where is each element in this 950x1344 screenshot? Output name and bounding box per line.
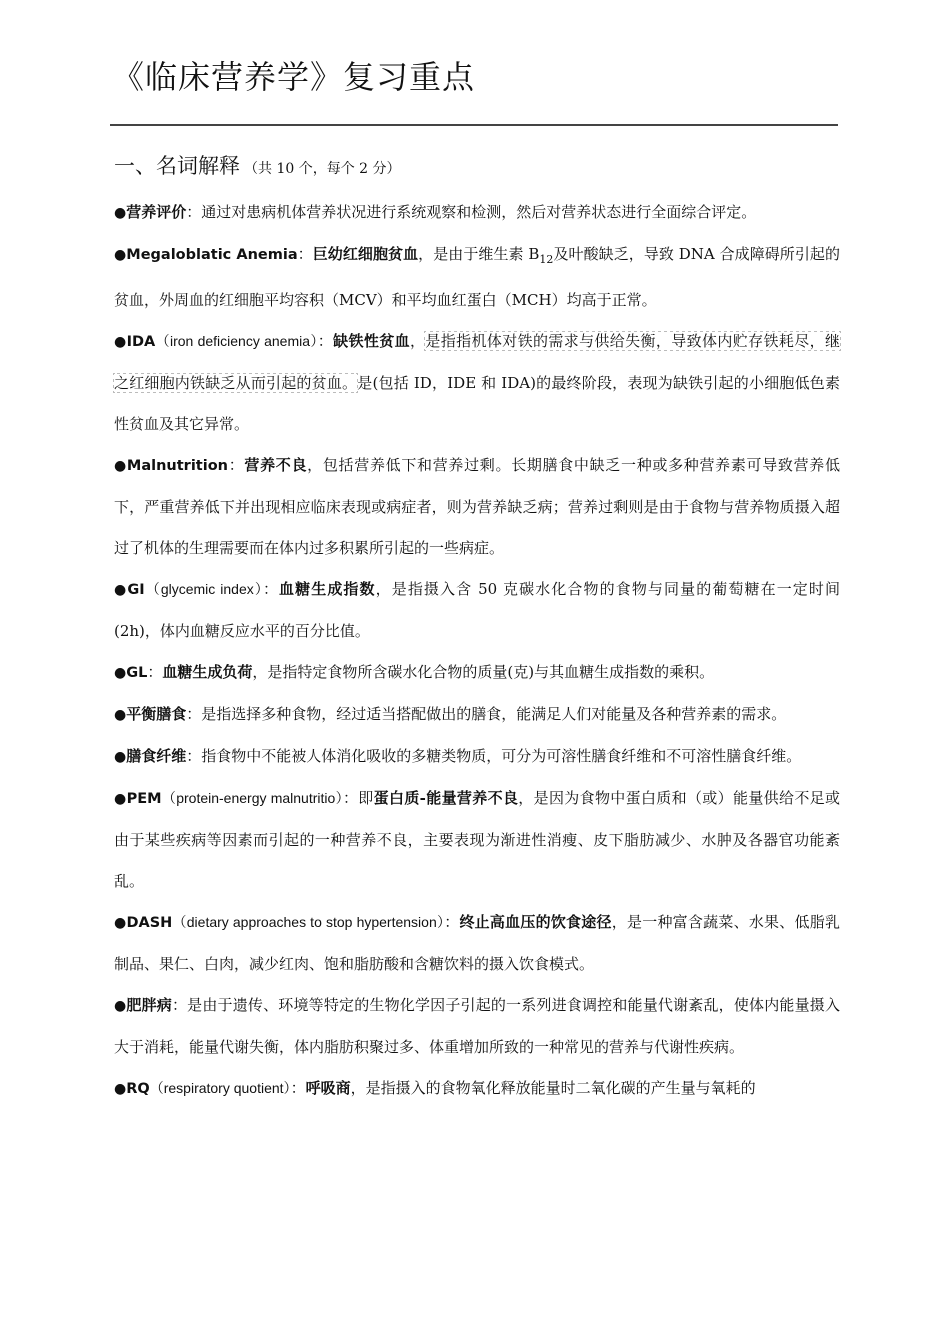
term: Megaloblatic Anemia bbox=[126, 247, 298, 263]
term: GL bbox=[126, 665, 148, 681]
subscript: 12 bbox=[539, 253, 554, 266]
definition-entry bbox=[114, 985, 840, 1068]
definition-text: ，是指摄入含 50 克碳水化合物的食物与同量的葡萄糖在一定时间(2h)，体内血糖反应水平的百分比值。 bbox=[114, 580, 840, 640]
definition-text: 是指选择多种食物，经过适当搭配做出的膳食，能满足人们对能量及各种营养素的需求。 bbox=[201, 705, 787, 723]
bullet-icon: ● bbox=[114, 205, 127, 221]
term: PEM bbox=[126, 791, 162, 807]
term-expansion: （glycemic index） bbox=[144, 581, 263, 597]
separator: ： bbox=[171, 996, 188, 1014]
chinese-term: 终止高血压的饮食途径 bbox=[459, 913, 612, 931]
separator: ： bbox=[317, 332, 334, 350]
definition-text: ，是一种富含蔬菜、水果、低脂乳制品、果仁、白肉，减少红肉、饱和脂肪酸和含糖饮料的摄入饮食模式。 bbox=[114, 913, 840, 973]
separator: ： bbox=[186, 747, 202, 765]
chinese-term: 蛋白质-能量营养不良 bbox=[373, 789, 519, 807]
separator: ： bbox=[444, 913, 460, 931]
definition-text: ，是由于维生素 B bbox=[418, 245, 540, 263]
bullet-icon: ● bbox=[114, 998, 127, 1014]
term: RQ bbox=[126, 1081, 150, 1097]
highlighted-text: 是指指机体对铁的需求与供给失衡，导致体内贮存铁耗尽，继之红细胞内铁缺乏从而引起的贫血。 bbox=[114, 332, 840, 392]
chinese-term: 血糖生成负荷 bbox=[162, 663, 253, 681]
separator: ： bbox=[186, 203, 202, 221]
term-expansion: （respiratory quotient） bbox=[149, 1080, 291, 1096]
term: DASH bbox=[126, 915, 173, 931]
document-title: 《临床营养学》复习重点 bbox=[112, 58, 476, 96]
separator: ： bbox=[228, 456, 245, 474]
separator: ： bbox=[147, 663, 163, 681]
chinese-term: 营养不良 bbox=[244, 456, 308, 474]
bullet-icon: ● bbox=[114, 458, 127, 474]
definition-entry bbox=[114, 778, 840, 902]
bullet-icon: ● bbox=[114, 749, 127, 765]
term: IDA bbox=[126, 334, 156, 350]
definition-text: ，是指摄入的食物氧化释放能量时二氧化碳的产生量与氧耗的 bbox=[350, 1079, 756, 1097]
chinese-term: 呼吸商 bbox=[305, 1079, 351, 1097]
definition-entry bbox=[114, 569, 840, 652]
term: 肥胖病 bbox=[126, 996, 172, 1014]
bullet-icon: ● bbox=[114, 665, 127, 681]
definition-entry bbox=[114, 902, 840, 985]
definition-text: ，是因为食物中蛋白质和（或）能量供给不足或由于某些疾病等因素而引起的一种营养不良，主要表现为渐进性消瘦、皮下脂肪减少、水肿及各器官功能紊乱。 bbox=[114, 789, 841, 890]
term-expansion: （protein-energy malnutritio） bbox=[161, 790, 343, 806]
title-divider bbox=[110, 124, 838, 126]
section-title: 一、名词解释 bbox=[114, 154, 240, 178]
definition-text: ，包括营养低下和营养过剩。长期膳食中缺乏一种或多种营养素可导致营养低下，严重营养低下并出现相应临床表现或病症者，则为营养缺乏病；营养过剩则是由于食物与营养物质摄入超过了机体的生理需要而在体内过多积累所引起的一些病症。 bbox=[114, 456, 840, 557]
definition-text: ，是指特定食物所含碳水化合物的质量(克)与其血糖生成指数的乘积。 bbox=[252, 663, 715, 681]
chinese-term: 巨幼红细胞贫血 bbox=[312, 245, 419, 263]
bullet-icon: ● bbox=[114, 915, 127, 931]
definition-entry bbox=[114, 1068, 840, 1110]
definition-entry bbox=[114, 694, 840, 736]
section-heading bbox=[114, 150, 401, 180]
definition-entry bbox=[114, 234, 840, 321]
separator: ： bbox=[297, 245, 313, 263]
bullet-icon: ● bbox=[114, 707, 127, 723]
definition-text-cont: 及叶酸缺乏，导致 DNA 合成障碍所引起的贫血，外周血的红细胞平均容积（MCV）和平均血红蛋白（MCH）均高于正常。 bbox=[114, 245, 840, 309]
term: 营养评价 bbox=[126, 203, 187, 221]
chinese-term: 血糖生成指数 bbox=[279, 580, 376, 598]
bullet-icon: ● bbox=[114, 1081, 127, 1097]
definition-entry bbox=[114, 736, 840, 778]
definition-entry bbox=[114, 192, 840, 234]
bullet-icon: ● bbox=[114, 791, 127, 807]
bullet-icon: ● bbox=[114, 334, 127, 350]
definition-list bbox=[114, 192, 840, 1110]
chinese-term: 缺铁性贫血 bbox=[333, 332, 410, 350]
separator: ：即 bbox=[342, 789, 374, 807]
definition-entry bbox=[114, 321, 840, 445]
definition-text: ， bbox=[410, 332, 426, 350]
separator: ： bbox=[290, 1079, 306, 1097]
term-expansion: （iron deficiency anemia） bbox=[155, 333, 318, 349]
term-expansion: （dietary approaches to stop hypertension） bbox=[172, 914, 445, 930]
separator: ： bbox=[186, 705, 202, 723]
definition-text: 通过对患病机体营养状况进行系统观察和检测，然后对营养状态进行全面综合评定。 bbox=[201, 203, 757, 221]
bullet-icon: ● bbox=[114, 582, 128, 598]
term: Malnutrition bbox=[126, 458, 228, 474]
separator: ： bbox=[262, 580, 280, 598]
definition-text: 是由于遗传、环境等特定的生物化学因子引起的一系列进食调控和能量代谢紊乱，使体内能量摄入大于消耗，能量代谢失衡，体内脂肪积聚过多、体重增加所致的一种常见的营养与代谢性疾病。 bbox=[114, 996, 840, 1056]
term: 平衡膳食 bbox=[126, 705, 187, 723]
definition-entry bbox=[114, 445, 840, 569]
definition-entry bbox=[114, 652, 840, 694]
term: GI bbox=[127, 582, 145, 598]
section-note: （共 10 个，每个 2 分） bbox=[244, 161, 401, 177]
definition-text-cont: 是(包括 ID，IDE 和 IDA)的最终阶段，表现为缺铁引起的小细胞低色素性贫血及其它异常。 bbox=[114, 374, 840, 433]
term: 膳食纤维 bbox=[126, 747, 187, 765]
definition-text: 指食物中不能被人体消化吸收的多糖类物质，可分为可溶性膳食纤维和不可溶性膳食纤维。 bbox=[201, 747, 802, 765]
bullet-icon: ● bbox=[114, 247, 127, 263]
